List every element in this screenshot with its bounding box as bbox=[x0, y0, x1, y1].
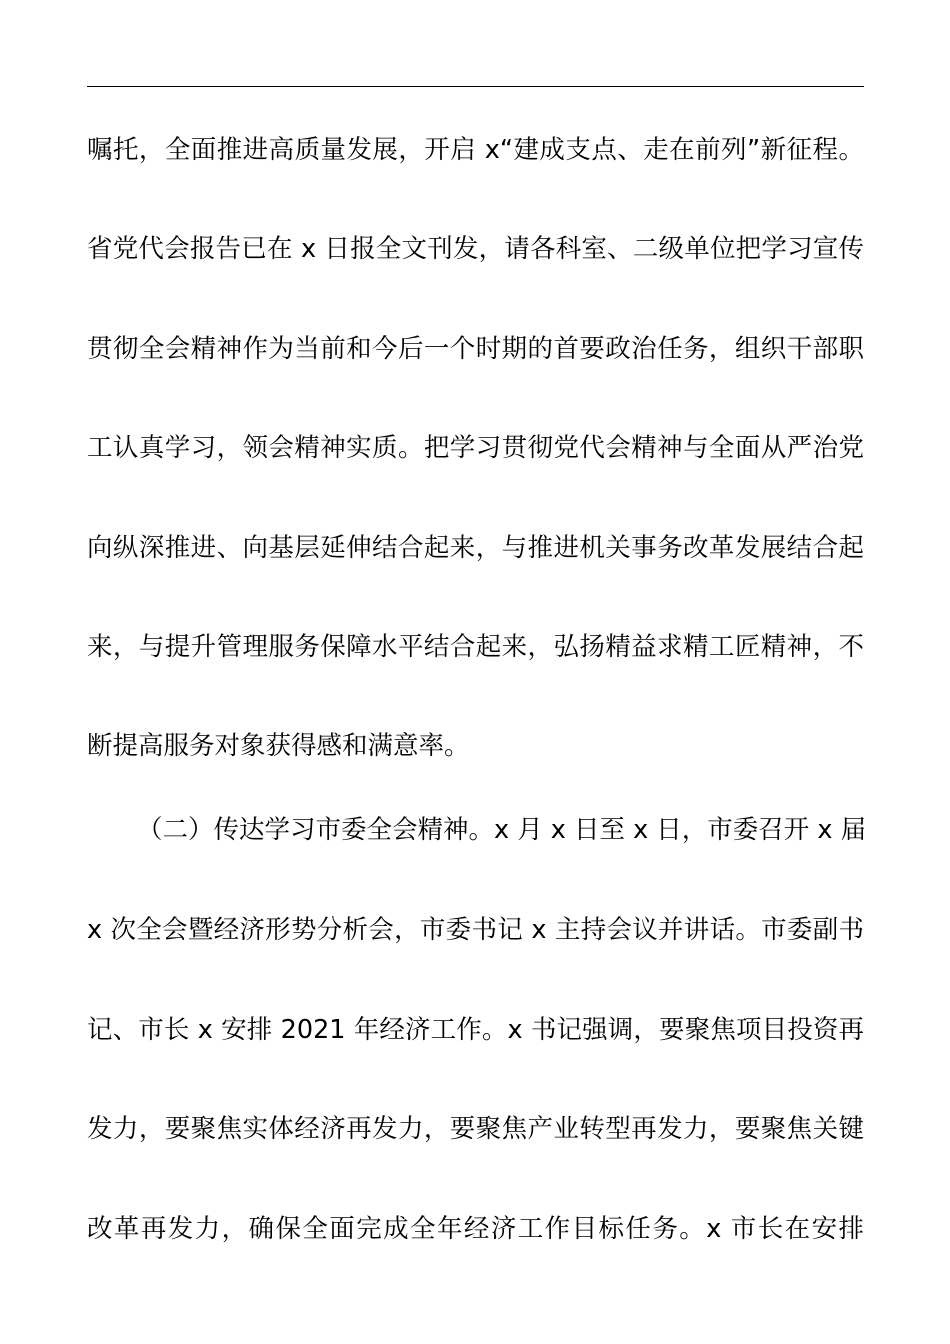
paragraph-line: 记、市长 x 安排 2021 年经济工作。x 书记强调，要聚焦项目投资再 bbox=[87, 1015, 864, 1045]
paragraph-line: 工认真学习，领会精神实质。把学习贯彻党代会精神与全面从严治党 bbox=[87, 433, 864, 463]
paragraph-line: 嘱托，全面推进高质量发展，开启 x“建成支点、走在前列”新征程。 bbox=[87, 135, 864, 165]
paragraph-line: 向纵深推进、向基层延伸结合起来，与推进机关事务改革发展结合起 bbox=[87, 533, 864, 563]
paragraph-line: 贯彻全会精神作为当前和今后一个时期的首要政治任务，组织干部职 bbox=[87, 334, 864, 364]
paragraph-line: 改革再发力，确保全面完成全年经济工作目标任务。x 市长在安排 bbox=[87, 1214, 864, 1244]
paragraph-line: 来，与提升管理服务保障水平结合起来，弘扬精益求精工匠精神，不 bbox=[87, 632, 864, 662]
section-heading-line: （二）传达学习市委全会精神。x 月 x 日至 x 日，市委召开 x 届 bbox=[137, 815, 867, 845]
paragraph-line: 发力，要聚焦实体经济再发力，要聚焦产业转型再发力，要聚焦关键 bbox=[87, 1114, 864, 1144]
paragraph-line: 省党代会报告已在 x 日报全文刊发，请各科室、二级单位把学习宣传 bbox=[87, 234, 864, 264]
paragraph-line: x 次全会暨经济形势分析会，市委书记 x 主持会议并讲话。市委副书 bbox=[87, 915, 864, 945]
paragraph-line: 断提高服务对象获得感和满意率。 bbox=[87, 731, 470, 761]
header-rule bbox=[87, 86, 864, 87]
